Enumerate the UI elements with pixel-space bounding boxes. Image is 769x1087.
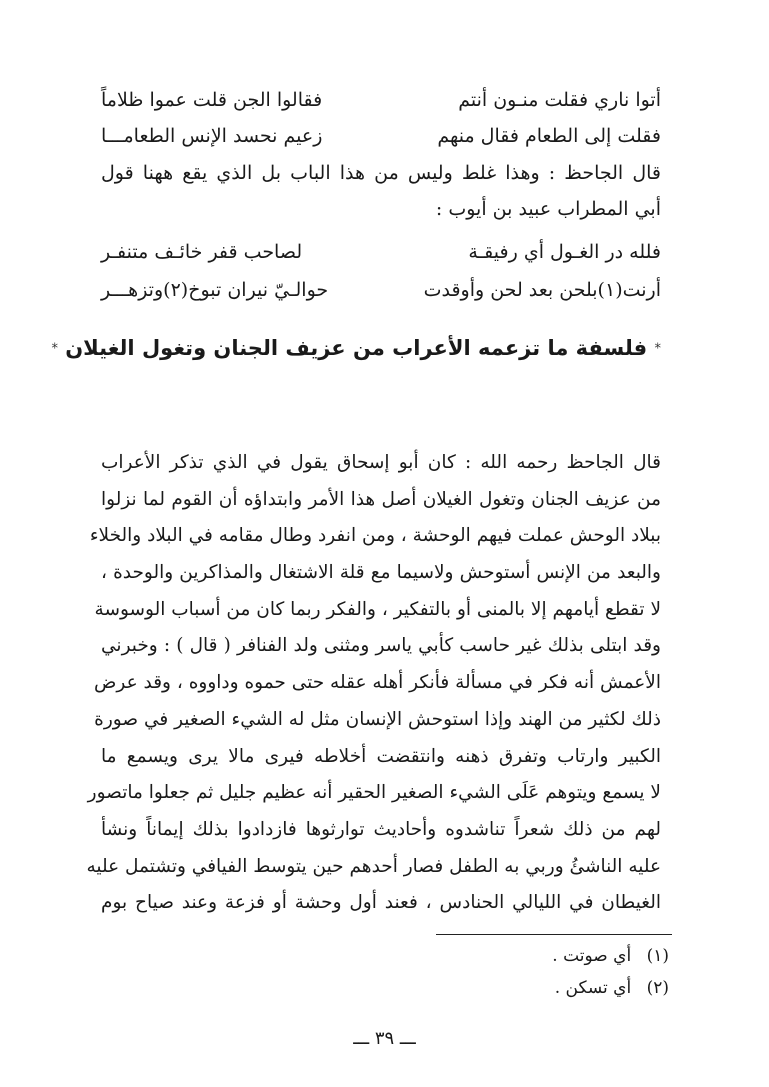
body-line: وقد ابتلى بذلك غير حاسب كأبي ياسر ومثنى ولد الفنافر ( قال ) : وخبرني [101, 635, 661, 657]
prose-intro-line-2: أبي المطراب عبيد بن أيوب : [435, 198, 661, 220]
section-heading-text: فلسفة ما تزعمه الأعراب من عزيف الجنان وتغول الغيلان [65, 336, 648, 360]
body-line: قال الجاحظ رحمه الله : كان أبو إسحاق يقول في الذي تذكر الأعراب [101, 452, 661, 473]
body-line: عليه الناشئُ وربي به الطفل فصار أحدهم حين يتوسط الفيافي وتشتمل عليه [86, 855, 661, 877]
footnote-divider [436, 934, 672, 935]
page-number: ـــ ٣٩ ـــ [353, 1028, 416, 1049]
footnote-1 [552, 946, 669, 966]
body-line: لهم من ذلك شعراً تناشدوه وأحاديث توارثوها فازدادوا بذلك إيماناً ونشأ [101, 818, 661, 840]
verse-hemistich-right: فقلت إلى الطعام فقال منهم [437, 125, 661, 147]
verse-line-3 [101, 234, 661, 270]
section-heading [51, 336, 661, 376]
footnote-text: أي صوتت . [552, 946, 632, 966]
body-line: الكبير وارتاب وتفرق ذهنه وانتقضت أخلاطه فيرى مالا يرى ويسمع ما [101, 745, 661, 767]
verse-hemistich-left: حوالـيّ نيران تبوخ(٢)وتزهـــر [101, 279, 329, 301]
body-line: من عزيف الجنان وتغول الغيلان أصل هذا الأمر وابتداؤه أن القوم لما نزلوا [101, 488, 661, 510]
verse-hemistich-right: أتوا ناري فقلت منـون أنتم [458, 89, 661, 111]
body-line: ببلاد الوحش عملت فيهم الوحشة ، ومن انفرد وطال مقامه في البلاد والخلاء [89, 525, 661, 547]
verse-line-2 [101, 118, 661, 154]
body-line: ذلك لكثير من الهند وإذا استوحش الإنسان مثل له الشيء الصغير في صورة [94, 708, 661, 730]
verse-hemistich-left: زعيم نحسد الإنس الطعامـــا [101, 125, 323, 147]
heading-star-left: * [51, 341, 58, 357]
body-paragraph [86, 445, 661, 922]
footnote-text: أي تسكن . [554, 978, 632, 998]
body-line: الأعمش أنه فكر في مسألة فأنكر أهله عقله حتى حموه وداووه ، وقد عرض [94, 672, 661, 694]
verse-line-4 [101, 272, 661, 308]
body-line: لا يسمع ويتوهم عَلَى الشيء الصغير الحقير أنه عظيم جليل ثم جعلوا ماتصور [87, 782, 661, 804]
body-line: لا تقطع أيامهم إلا بالمنى أو بالتفكير ، والفكر ربما كان من أسباب الوسوسة [94, 598, 661, 620]
heading-star-right: * [654, 341, 661, 357]
verse-hemistich-right: أرنت(١)بلحن بعد لحن وأوقدت [423, 279, 661, 301]
verse-hemistich-right: فلله در الغـول أي رفيقـة [468, 241, 661, 263]
footnote-number: (١) [646, 946, 669, 966]
prose-intro-line-1: قال الجاحظ : وهذا غلط وليس من هذا الباب بل الذي يقع ههنا قول [101, 162, 661, 184]
body-line: الغيطان في الليالي الحنادس ، فعند أول وحشة أو فزعة وعند صياح بوم [101, 892, 661, 914]
body-line: والبعد من الإنس أستوحش ولاسيما مع قلة الاشتغال والمذاكرين والوحدة ، [101, 562, 661, 584]
footnote-number: (٢) [646, 978, 669, 998]
verse-hemistich-left: فقالوا الجن قلت عموا ظلاماً [101, 89, 323, 111]
verse-hemistich-left: لصاحب قفر خائـف متنفـر [101, 241, 303, 263]
footnote-2 [555, 978, 669, 998]
verse-line-1 [101, 82, 661, 118]
